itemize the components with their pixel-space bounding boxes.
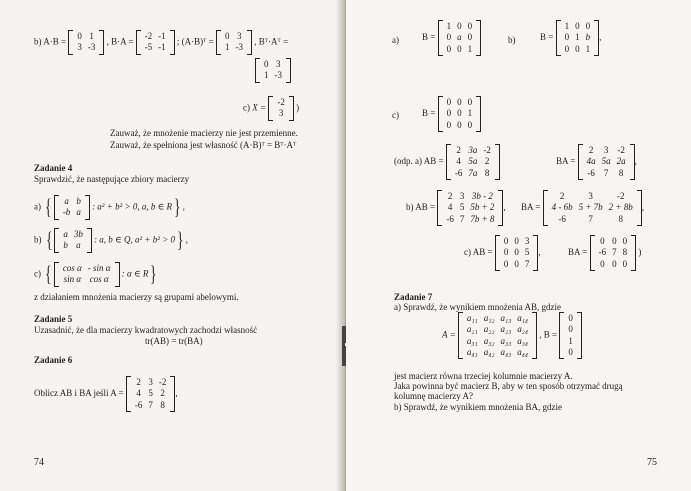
matrix-cell: a₂₂	[483, 324, 495, 335]
matrix-cell: 0	[514, 236, 519, 246]
matrix-cell: 3	[278, 108, 284, 119]
matrix-cell: 0	[457, 119, 462, 130]
matrix-cell: 7	[459, 213, 465, 224]
matrix-cell: a	[76, 240, 81, 251]
matrix-cell: 7b + 8	[470, 213, 495, 224]
matrix-x	[268, 96, 294, 121]
matrix-cell: 2	[456, 145, 461, 155]
matrix-cell: a₄₁	[466, 346, 478, 357]
matrix-cell: 1	[89, 31, 94, 41]
matrix-cell: -2	[277, 97, 285, 107]
matrix-cell: 8	[484, 167, 490, 178]
matrix-cell: b	[585, 32, 591, 43]
matrix-cell: -1	[158, 31, 166, 41]
task-6-line: Oblicz AB i BA jeśli A = 2 3 -2 4 5 2 -6 7 8 ,	[34, 376, 178, 412]
matrix-cell: 0	[564, 43, 570, 54]
answer-c: c) AB = 0 0 3 0 0 5 0 0 7 ,	[464, 235, 541, 271]
matrix-cell: 7	[148, 399, 153, 410]
task-4-text: Sprawdzić, że następujące zbiory macierzy	[34, 174, 190, 184]
matrix-table	[222, 31, 246, 54]
matrix-btat	[255, 58, 291, 83]
matrix-cell: 5b + 2	[470, 202, 495, 213]
matrix-cell: 4	[447, 202, 453, 213]
page-number-left: 74	[34, 456, 44, 468]
matrix-cell: 8	[618, 213, 623, 224]
matrix-table	[443, 191, 497, 225]
matrix-cell: 1	[467, 108, 473, 119]
matrix-cell: -3	[274, 70, 282, 81]
matrix-cell: 0	[446, 108, 452, 119]
matrix-cell: 2	[447, 191, 453, 201]
matrix-cell: 2	[588, 145, 594, 155]
matrix-abt	[216, 30, 252, 55]
matrix-table	[562, 21, 594, 55]
matrix-cell: a₂₃	[500, 324, 512, 335]
matrix-cell: 8	[622, 247, 628, 258]
label-ba: , B·A =	[106, 36, 134, 47]
matrix-cell: a₂₁	[466, 324, 478, 335]
matrix-cell: 0	[467, 21, 473, 31]
matrix-cell: 0	[622, 236, 628, 246]
matrix-cell: 5	[524, 247, 530, 258]
matrix-cell: 2	[559, 191, 565, 201]
matrix-cell: 0	[457, 21, 462, 31]
matrix-cell: 3	[459, 191, 465, 201]
matrix-cell: 0	[514, 247, 519, 258]
matrix-cell: 3	[276, 59, 281, 69]
matrix-cell: a₃₂	[483, 335, 495, 346]
matrix-cell: -6	[134, 399, 143, 410]
matrix-cell: 2	[136, 377, 141, 387]
matrix-table	[274, 97, 288, 120]
task-7-text-3: kolumnę macierzy A?	[394, 391, 473, 401]
matrix-cell: 0	[568, 313, 573, 323]
matrix-cell: 0	[457, 108, 462, 119]
matrix-table	[444, 21, 476, 55]
matrix-cell: 0	[564, 32, 570, 43]
matrix-cell: a	[457, 32, 462, 43]
matrix-cell: 3	[148, 377, 153, 387]
matrix-cell: 0	[264, 59, 269, 69]
matrix-cell: 3	[237, 31, 242, 41]
matrix-cell: 3	[603, 145, 609, 155]
matrix-cell: 0	[446, 119, 452, 130]
note-not-commutative: Zauważ, że mnożenie macierzy nie jest przemienne.	[110, 128, 298, 138]
matrix-cell: 7	[524, 258, 530, 269]
matrix-table	[501, 236, 533, 270]
matrix-cell: 0	[503, 247, 509, 258]
matrix-cell: 1	[225, 42, 230, 53]
task-4c: c) { cos α - sin α sin α cos α : α ∈ R}	[34, 261, 157, 287]
matrix-cell: 8	[618, 167, 624, 178]
matrix-cell: 1	[575, 32, 580, 43]
matrix-cell: -6	[558, 213, 566, 224]
matrix-table	[261, 59, 285, 82]
matrix-cell: 0	[568, 346, 573, 357]
matrix-cell: a₃₁	[466, 335, 478, 346]
matrix-cell: 1	[467, 43, 473, 54]
matrix-cell: 0	[446, 43, 452, 54]
matrix-cell: a₁₁	[466, 313, 478, 323]
matrix-cell: -2	[144, 31, 153, 41]
matrix-table	[132, 377, 170, 411]
matrix-cell: 0	[467, 97, 473, 107]
matrix-cell: -3	[235, 42, 244, 53]
matrix-cell: a₄₄	[517, 346, 528, 357]
task-6-title: Zadanie 6	[34, 355, 73, 365]
right-page	[346, 0, 691, 491]
matrix-cell: 0	[514, 258, 519, 269]
matrix-cell: 0	[503, 236, 509, 246]
matrix-cell: 0	[622, 258, 628, 269]
task-5-text: Uzasadnić, że dla macierzy kwadratowych zachodzi własność	[34, 325, 258, 335]
matrix-cell: 0	[467, 119, 473, 130]
matrix-ba	[136, 30, 175, 55]
task-7b-text: b) Sprawdź, że wynikiem mnożenia BA, gdzie	[394, 402, 562, 412]
matrix-b-a: B = 1 0 0 0 a 0 0 0 1	[422, 20, 481, 56]
matrix-cell: 0	[612, 236, 617, 246]
matrix-b-b: B = 1 0 0 0 1 b 0 0 1 ,	[540, 20, 601, 56]
matrix-cell: 3	[524, 236, 530, 246]
option-a-b: a)	[392, 35, 399, 45]
matrix-cell: 5	[148, 388, 153, 399]
matrix-cell: a₃₃	[500, 335, 512, 346]
matrix-table	[549, 191, 636, 225]
matrix-cell: a₁₂	[483, 313, 495, 323]
task-7-title: Zadanie 7	[394, 292, 433, 302]
left-page	[0, 0, 345, 491]
matrix-table	[452, 145, 494, 179]
matrix-cell: 4	[456, 156, 461, 167]
matrix-cell: -6	[587, 167, 595, 178]
matrix-cell: 5 + 7b	[578, 202, 603, 213]
matrix-cell: 1	[585, 43, 591, 54]
matrix-cell: 8	[160, 399, 165, 410]
matrix-cell: -2	[483, 145, 491, 155]
matrix-cell: -1	[158, 42, 166, 53]
matrix-cell: -2	[617, 145, 625, 155]
matrix-b-c: B = 0 0 0 0 0 1 0 0 0	[422, 96, 481, 132]
matrix-cell: 3a	[468, 145, 478, 155]
task-4-title: Zadanie 4	[34, 163, 73, 173]
matrix-cell: 3	[77, 42, 82, 53]
matrix-cell: a₄₂	[483, 346, 495, 357]
matrix-cell: 1	[564, 21, 570, 31]
matrix-cell: 4 - 6b	[551, 202, 573, 213]
matrix-cell: 0	[457, 43, 462, 54]
matrix-cell: - sin α	[87, 263, 111, 273]
matrix-cell: 0	[77, 31, 82, 41]
matrix-cell: 4a	[586, 156, 596, 167]
matrix-table	[464, 313, 531, 358]
label-x: X =	[252, 102, 267, 113]
matrix-ab	[68, 30, 104, 55]
matrix-cell: a	[64, 196, 69, 206]
matrix-cell: 0	[446, 97, 452, 107]
matrix-cell: 5a	[468, 156, 478, 167]
matrix-cell: 7	[588, 213, 593, 224]
answer-b-ba: BA = 2 3 -2 4 - 6b 5 + 7b 2 + 8b -6 7 8 ,	[521, 190, 644, 226]
page-number-right: 75	[647, 456, 657, 468]
matrix-cell: 7	[612, 247, 617, 258]
matrix-cell: a₁₃	[500, 313, 512, 323]
answer-a-ba: BA = 2 3 -2 4a 5a 2a -6 7 8 ,	[556, 144, 637, 180]
task-7-text-1: jest macierz równa trzeciej kolumnie macierzy A.	[394, 371, 573, 381]
note-transpose-property: Zauważ, że spełniona jest własność (A·B)ᵀ = Bᵀ·Aᵀ	[110, 140, 297, 150]
matrix-table	[60, 229, 86, 252]
matrix-cell: -5	[144, 42, 153, 53]
matrix-cell: -3	[87, 42, 96, 53]
matrix-cell: 0	[457, 97, 462, 107]
matrix-cell: b	[76, 196, 81, 206]
matrix-cell: 0	[575, 21, 580, 31]
task-7-matrices: A = a₁₁ a₁₂ a₁₃ a₁₄ a₂₁ a₂₂ a₂₃ a₂₄ a₃₁ a₃₂ a₃₃ a₃₄ a₄₁ a₄₂ a₄₃ a₄₄ , B = 0 0 1 0	[442, 312, 582, 359]
matrix-cell: 0	[612, 258, 617, 269]
matrix-cell: sin α	[63, 274, 82, 285]
matrix-cell: 2a	[616, 156, 626, 167]
matrix-cell: 2	[484, 156, 490, 167]
task-4a: a) { a b -b a : a² + b² > 0, a, b ∈ R} ,	[34, 194, 185, 220]
label-c: c)	[243, 102, 250, 113]
matrix-cell: -b	[62, 207, 71, 218]
matrix-cell: 2 + 8b	[608, 202, 633, 213]
task-4-tail: z działaniem mnożenia macierzy są grupami abelowymi.	[34, 292, 239, 302]
matrix-a-task6	[126, 376, 176, 412]
matrix-cell: a₂₄	[517, 324, 528, 335]
answer-a: (odp. a) AB = 2 3a -2 4 5a 2 -6 7a 8	[394, 144, 500, 180]
matrix-table	[74, 31, 98, 54]
matrix-cell: 1	[264, 70, 269, 81]
matrix-cell: 1	[446, 21, 452, 31]
matrix-cell: a	[76, 207, 81, 218]
task-5-title: Zadanie 5	[34, 314, 73, 324]
matrix-cell: 3	[588, 191, 593, 201]
matrix-cell: cos α	[62, 263, 82, 273]
matrix-cell: a₁₄	[517, 313, 528, 323]
matrix-cell: 3b	[73, 229, 83, 239]
option-b-label: b)	[508, 35, 516, 45]
label-ab: b) A·B =	[34, 36, 67, 47]
task-5-formula: tr(AB) = tr(BA)	[145, 336, 203, 346]
matrix-cell: b	[63, 240, 68, 251]
matrix-cell: 0	[568, 324, 573, 335]
matrix-cell: 0	[467, 32, 473, 43]
matrix-cell: 3b - 2	[471, 191, 493, 201]
matrix-cell: -2	[158, 377, 167, 387]
matrix-table	[142, 31, 169, 54]
matrix-cell: 4	[136, 388, 141, 399]
matrix-cell: 7	[603, 167, 609, 178]
task-7a-text: a) Sprawdź, że wynikiem mnożenia AB, gdzie	[394, 302, 561, 312]
solution-c-line: c) X = -2 3 )	[243, 96, 299, 121]
matrix-cell: -6	[598, 247, 607, 258]
task-4b: b) { a 3b b a : a, b ∈ Q, a² + b² > 0} ,	[34, 227, 188, 253]
matrix-cell: a₄₃	[500, 346, 512, 357]
matrix-cell: -6	[446, 213, 454, 224]
matrix-cell: 0	[585, 21, 591, 31]
matrix-cell: a	[63, 229, 68, 239]
matrix-table	[444, 97, 476, 131]
matrix-table	[60, 196, 84, 219]
matrix-table	[565, 313, 576, 358]
matrix-cell: 0	[446, 32, 452, 43]
option-c-label: c)	[392, 110, 399, 120]
label-abt: ; (A·B)ᵀ =	[176, 36, 214, 47]
answer-b: b) AB = 2 3 3b - 2 4 5 5b + 2 -6 7 7b + 8 ,	[406, 190, 506, 226]
label-btat: , Bᵀ·Aᵀ =	[254, 36, 289, 47]
matrix-cell: 1	[568, 335, 573, 346]
matrix-table	[596, 236, 631, 270]
matrix-cell: 5	[459, 202, 465, 213]
matrix-cell: 0	[600, 258, 605, 269]
matrix-cell: 0	[575, 43, 580, 54]
matrix-table	[60, 263, 114, 286]
matrix-cell: 0	[225, 31, 230, 41]
matrix-cell: cos α	[89, 274, 109, 285]
matrix-products-line	[34, 30, 288, 55]
matrix-cell: 7a	[468, 167, 478, 178]
matrix-cell: -2	[616, 191, 625, 201]
task-7-text-2: Jaka powinna być macierz B, aby w ten sposób otrzymać drugą	[394, 381, 623, 391]
matrix-table	[584, 145, 629, 179]
answer-c-ba: BA = 0 0 0 -6 7 8 0 0 0 )	[568, 235, 641, 271]
matrix-cell: 2	[160, 388, 165, 399]
matrix-cell: 0	[600, 236, 605, 246]
matrix-cell: 0	[503, 258, 509, 269]
matrix-cell: -6	[454, 167, 463, 178]
matrix-cell: a₃₄	[517, 335, 528, 346]
matrix-cell: 5a	[601, 156, 611, 167]
